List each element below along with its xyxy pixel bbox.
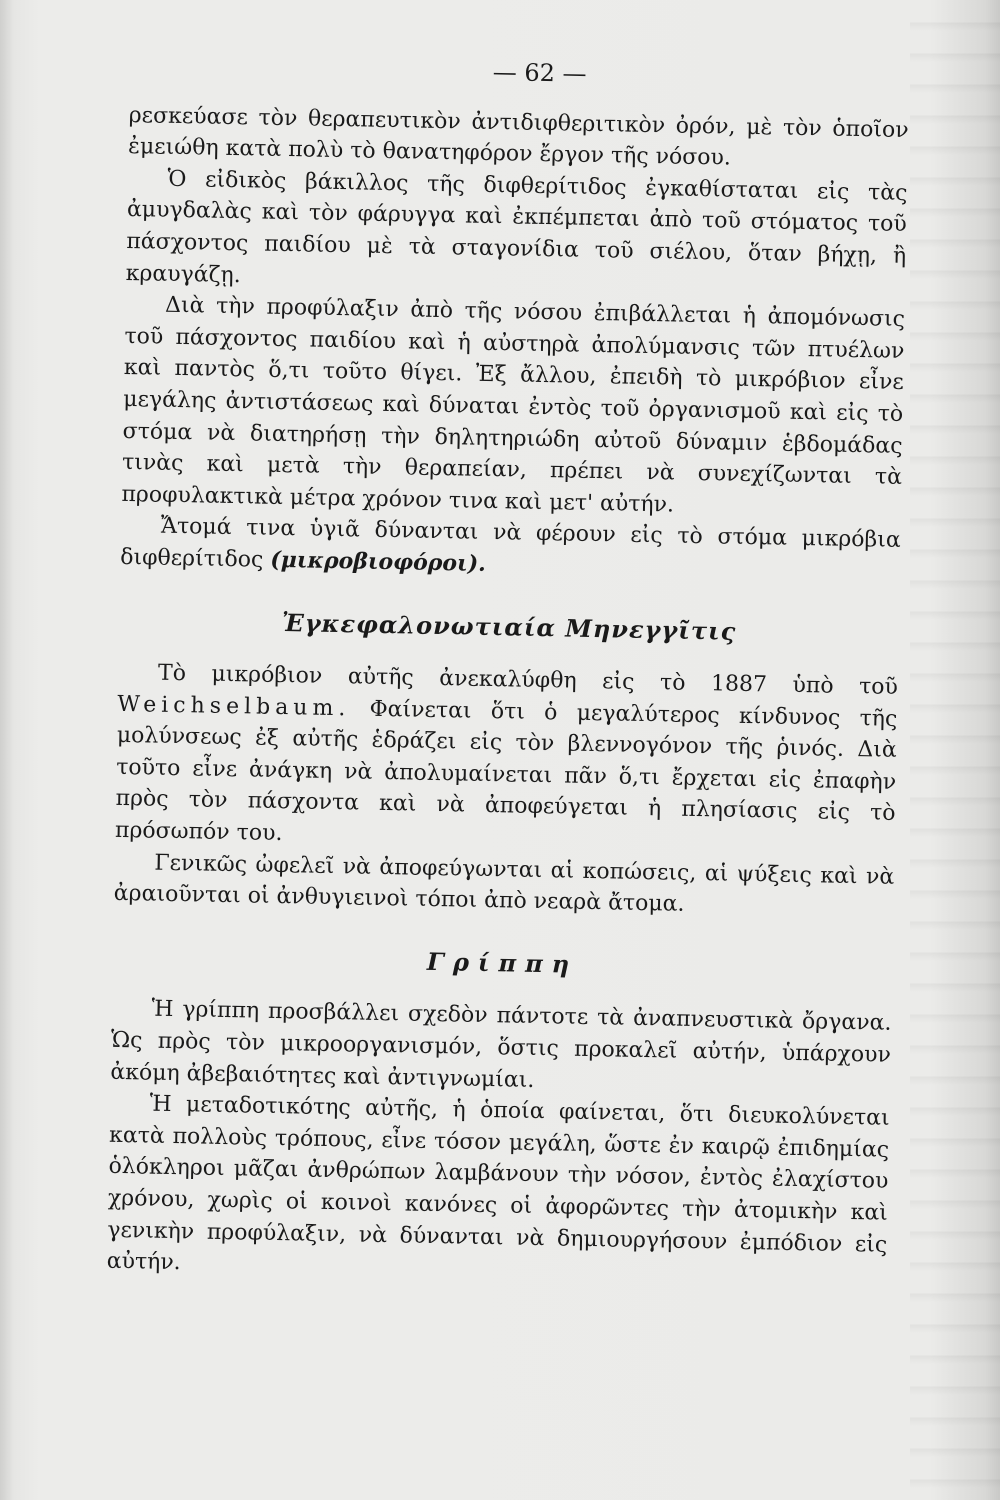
bleed-through-shadow	[910, 0, 1000, 1500]
scientist-name: Weichselbaum.	[117, 691, 351, 722]
carriers-emphasis: (μικροβιοφόροι).	[270, 546, 487, 577]
paragraph-bacillus: Ὁ εἰδικὸς βάκιλλος τῆς διφθερίτιδος ἐγκαθίσταται εἰς τὰς ἀμυγδαλὰς καὶ τὸν φάρυγγα καὶ ἐκπέμπεται ἀπὸ τοῦ στόματος τοῦ πάσχοντος παιδίου μὲ τὰ σταγονίδια τοῦ σιέλου, ὅταν βήχῃ, ἢ κραυγάζῃ.	[125, 166, 908, 288]
paragraph-meningitis-general: Γενικῶς ὠφελεῖ νὰ ἀποφεύγωνται αἱ κοπώσεις, αἱ ψύξεις καὶ νὰ ἀραιοῦνται οἱ ἀνθυγιεινοὶ τόποι ἀπὸ νεαρὰ ἄτομα.	[113, 850, 895, 918]
paragraph-continuation: ρεσκεύασε τὸν θεραπευτικὸν ἀντιδιφθεριτικὸν ὀρόν, μὲ τὸν ὁποῖον ἐμειώθη κατὰ πολὺ τὸ θανατηφόρον ἔργον τῆς νόσου.	[127, 102, 909, 171]
meningitis-text-start: Τὸ μικρόβιον αὐτῆς ἀνεκαλύφθη εἰς τὸ 1887 ὑπὸ τοῦ	[157, 660, 899, 700]
carriers-text: Ἄτομά τινα ὑγιᾶ δύνανται νὰ φέρουν εἰς τὸ στόμα μικρόβια διφθερίτιδος	[120, 513, 901, 573]
paragraph-flu-transmission: Ἡ μεταδοτικότης αὐτῆς, ἡ ὁποία φαίνεται, ὅτι διευκολύνεται κατὰ πολλοὺς τρόπους, εἶνε τόσον μεγάλη, ὥστε ἐν καιρῷ ἐπιδημίας ὁλόκληροι μᾶζαι ἀνθρώπων λαμβάνουν τὴν νόσον, ἐντὸς ἐλαχίστου χρόνου, χωρὶς οἱ κοινοὶ κανόνες οἱ ἀφορῶντες τὴν ἀτομικὴν καὶ γενικὴν προφύλαξιν, νὰ δύνανται νὰ δημιουργήσουν ἐμπόδιον εἰς αὐτήν.	[106, 1091, 890, 1276]
page-number: — 62 —	[492, 57, 587, 88]
meningitis-text-rest: Φαίνεται ὅτι ὁ μεγαλύτερος κίνδυνος τῆς μολύνσεως ἐξ αὐτῆς ἑδράζει εἰς τὸν βλεννογόνον τῆς ῥινός. Διὰ τοῦτο εἶνε ἀνάγκη νὰ ἀπολυμαίνεται πᾶν ὅ,τι ἔρχεται εἰς ἐπαφὴν πρὸς τὸν πάσχοντα καὶ νὰ ἀποφεύγεται ἡ πλησίασις εἰς τὸ πρόσωπόν του.	[114, 696, 898, 847]
paragraph-flu-organs: Ἡ γρίππη προσβάλλει σχεδὸν πάντοτε τὰ ἀναπνευστικὰ ὄργανα. Ὡς πρὸς τὸν μικροοργανισμόν, ὅστις προκαλεῖ αὐτήν, ὑπάρχουν ἀκόμη ἀβεβαιότητες καὶ ἀντιγνωμίαι.	[110, 997, 892, 1093]
paragraph-prophylaxis: Διὰ τὴν προφύλαξιν ἀπὸ τῆς νόσου ἐπιβάλλεται ἡ ἀπομόνωσις τοῦ πάσχοντος παιδίου καὶ ἡ αὐστηρὰ ἀπολύμανσις τῶν πτυέλων καὶ παντὸς ὅ,τι τοῦτο θίγει. Ἐξ ἄλλου, ἐπειδὴ τὸ μικρόβιον εἶνε μεγάλης ἀντιστάσεως καὶ δύναται ἐντὸς τοῦ ὀργανισμοῦ καὶ εἰς τὸ στόμα νὰ διατηρήσῃ τὴν δηλητηριώδη αὐτοῦ δύναμιν ἑβδομάδας τινὰς καὶ μετὰ τὴν θεραπείαν, πρέπει νὰ συνεχίζωνται τὰ προφυλακτικὰ μέτρα χρόνον τινα καὶ μετ' αὐτήν.	[121, 292, 906, 518]
heading-flu: Γρίππη	[426, 946, 579, 979]
paragraph-meningitis-discovery	[115, 657, 898, 862]
page-content	[106, 50, 909, 1293]
heading-meningitis: Ἐγκεφαλονωτιαία Μηνεγγῖτις	[281, 607, 737, 646]
